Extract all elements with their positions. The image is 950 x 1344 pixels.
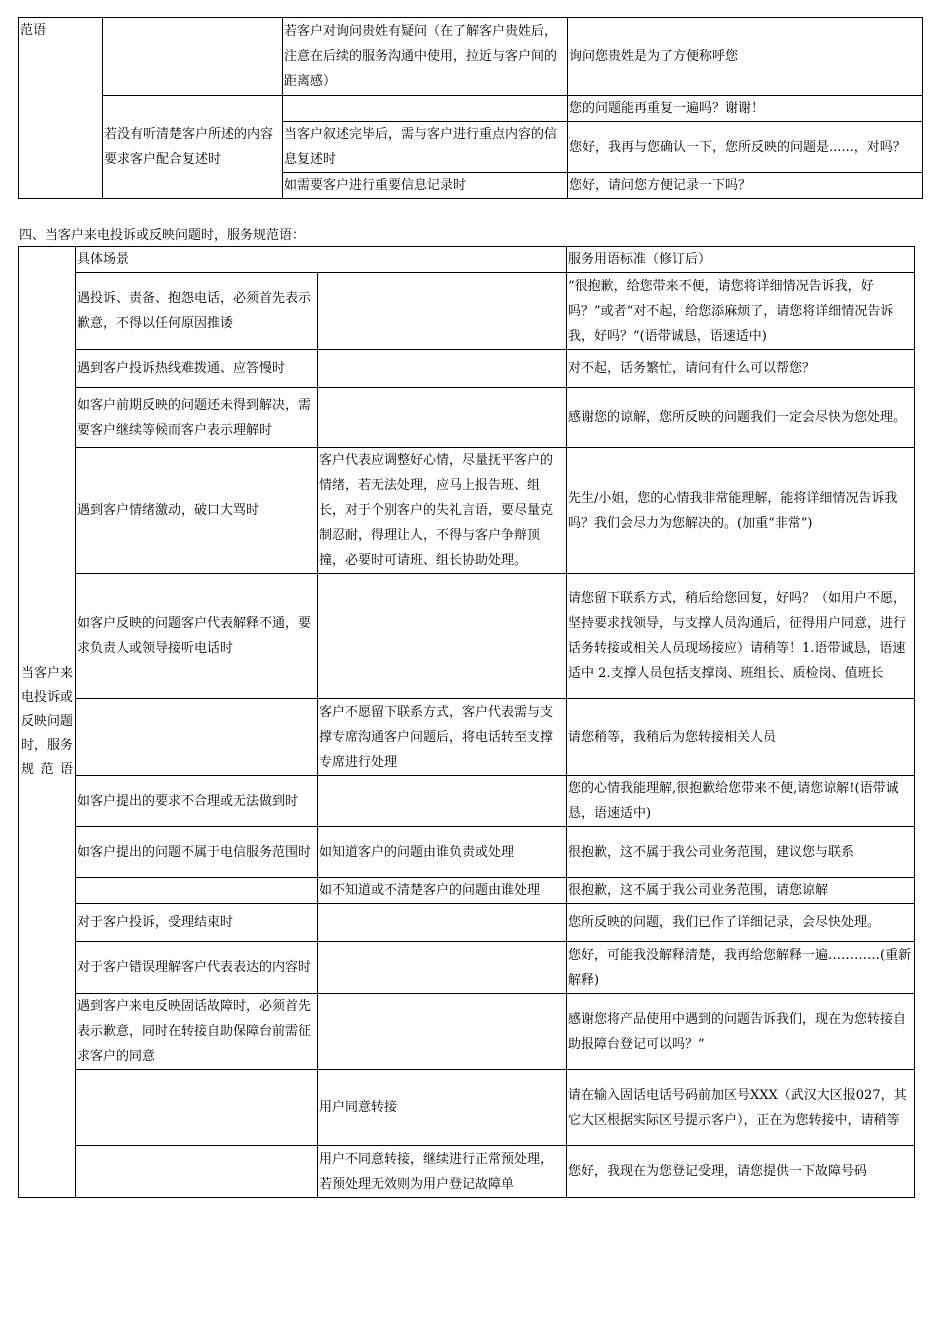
condition-cell <box>318 574 567 699</box>
table-row <box>19 878 915 904</box>
phrase-cell: 对不起，话务繁忙，请问有什么可以帮您？ <box>567 350 915 388</box>
condition-cell <box>318 904 567 942</box>
scenario-cell: 如客户提出的要求不合理或无法做到时 <box>76 776 318 827</box>
scenario-cell: 如客户反映的问题客户代表解释不通，要求负责人或领导接听电话时 <box>76 574 318 699</box>
condition-cell: 若客户对询问贵姓有疑问（在了解客户贵姓后，注意在后续的服务沟通中使用，拉近与客户间的距离感） <box>283 18 568 96</box>
table-row <box>19 942 915 994</box>
phrase-cell: 您的问题能再重复一遍吗？谢谢！ <box>568 96 923 122</box>
phrase-cell: 感谢您的谅解，您所反映的问题我们一定会尽快为您处理。 <box>567 388 915 448</box>
scenario-cell: 遇到客户来电反映固话故障时，必须首先表示歉意，同时在转接自助保障台前需征求客户的同意 <box>76 994 318 1070</box>
section-heading: 四、当客户来电投诉或反映问题时，服务规范语： <box>19 228 306 243</box>
table-row <box>19 1146 915 1198</box>
condition-cell: 如知道客户的问题由谁负责或处理 <box>318 827 567 878</box>
phrase-cell: 您所反映的问题，我们已作了详细记录，会尽快处理。 <box>567 904 915 942</box>
phrase-cell: 请您稍等，我稍后为您转接相关人员 <box>567 699 915 776</box>
condition-cell <box>283 96 568 122</box>
condition-cell: 用户同意转接 <box>318 1070 567 1146</box>
condition-cell <box>318 942 567 994</box>
table-row <box>19 776 915 827</box>
phrase-cell: 您好，我现在为您登记受理，请您提供一下故障号码 <box>567 1146 915 1198</box>
table-row <box>19 96 923 122</box>
table-row <box>19 1070 915 1146</box>
phrase-cell: 请在输入固话电话号码前加区号XXX（武汉大区报027，其它大区根据实际区号提示客户），正在为您转接中，请稍等 <box>567 1070 915 1146</box>
header-standard: 服务用语标准（修订后） <box>567 247 915 273</box>
table-row <box>19 18 923 96</box>
scenario-cell <box>76 1146 318 1198</box>
condition-cell <box>318 776 567 827</box>
condition-cell: 客户不愿留下联系方式，客户代表需与支撑专席沟通客户问题后，将电话转至支撑专席进行处理 <box>318 699 567 776</box>
phrase-cell: 您好，可能我没解释清楚，我再给您解释一遍…………(重新解释) <box>567 942 915 994</box>
scenario-cell <box>103 18 283 96</box>
phrase-cell: 您好，请问您方便记录一下吗？ <box>568 173 923 199</box>
scenario-cell: 遇投诉、责备、抱怨电话，必须首先表示歉意，不得以任何原因推诿 <box>76 273 318 350</box>
table-complaint-phrases <box>18 246 915 1198</box>
table-header-row <box>19 247 915 273</box>
table-contact-phrases <box>18 17 923 199</box>
phrase-cell: 很抱歉，这不属于我公司业务范围，请您谅解 <box>567 878 915 904</box>
condition-cell: 如需要客户进行重要信息记录时 <box>283 173 568 199</box>
condition-cell: 客户代表应调整好心情，尽量抚平客户的情绪，若无法处理，应马上报告班、组长，对于个别客户的失礼言语，要尽量克制忍耐，得理让人，不得与客户争辩顶撞，必要时可请班、组长协助处理。 <box>318 448 567 574</box>
condition-cell <box>318 388 567 448</box>
table-row <box>19 388 915 448</box>
table-row <box>19 827 915 878</box>
phrase-cell: “很抱歉，给您带来不便，请您将详细情况告诉我，好吗？”或者“对不起，给您添麻烦了，请您将详细情况告诉我，好吗？”(语带诚恳，语速适中) <box>567 273 915 350</box>
table-row <box>19 904 915 942</box>
phrase-cell: 先生/小姐，您的心情我非常能理解，能将详细情况告诉我吗？我们会尽力为您解决的。(加重“非常”) <box>567 448 915 574</box>
row-label: 当客户来电投诉或反映问题时，服务规范语 <box>19 247 76 1198</box>
table-row <box>19 448 915 574</box>
phrase-cell: 请您留下联系方式，稍后给您回复，好吗？（如用户不愿，坚持要求找领导，与支撑人员沟通后，征得用户同意，进行话务转接或相关人员现场接应）请稍等！1.语带诚恳，语速适中 2.支撑人员包括支撑岗、班组长、质检岗、值班长 <box>567 574 915 699</box>
scenario-cell <box>76 878 318 904</box>
condition-cell: 用户不同意转接，继续进行正常预处理，若预处理无效则为用户登记故障单 <box>318 1146 567 1198</box>
header-scenario: 具体场景 <box>76 247 567 273</box>
row-label: 范语 <box>19 18 103 199</box>
phrase-cell: 询问您贵姓是为了方便称呼您 <box>568 18 923 96</box>
table-row <box>19 350 915 388</box>
table-row <box>19 994 915 1070</box>
scenario-cell: 如客户提出的问题不属于电信服务范围时 <box>76 827 318 878</box>
scenario-cell <box>76 1070 318 1146</box>
table-row <box>19 273 915 350</box>
scenario-cell: 对于客户投诉，受理结束时 <box>76 904 318 942</box>
phrase-cell: 很抱歉，这不属于我公司业务范围，建议您与联系 <box>567 827 915 878</box>
condition-cell: 当客户叙述完毕后，需与客户进行重点内容的信息复述时 <box>283 122 568 173</box>
scenario-cell: 遇到客户情绪激动，破口大骂时 <box>76 448 318 574</box>
scenario-cell <box>76 699 318 776</box>
condition-cell: 如不知道或不清楚客户的问题由谁处理 <box>318 878 567 904</box>
table-row <box>19 574 915 699</box>
scenario-cell: 遇到客户投诉热线难拨通、应答慢时 <box>76 350 318 388</box>
condition-cell <box>318 273 567 350</box>
condition-cell <box>318 994 567 1070</box>
condition-cell <box>318 350 567 388</box>
phrase-cell: 您好，我再与您确认一下，您所反映的问题是......，对吗？ <box>568 122 923 173</box>
scenario-cell: 对于客户错误理解客户代表表达的内容时 <box>76 942 318 994</box>
scenario-cell: 如客户前期反映的问题还未得到解决，需要客户继续等候而客户表示理解时 <box>76 388 318 448</box>
phrase-cell: 您的心情我能理解,很抱歉给您带来不便,请您谅解!(语带诚恳，语速适中) <box>567 776 915 827</box>
table-row <box>19 699 915 776</box>
phrase-cell: 感谢您将产品使用中遇到的问题告诉我们，现在为您转接自助报障台登记可以吗？” <box>567 994 915 1070</box>
scenario-cell: 若没有听清楚客户所述的内容要求客户配合复述时 <box>103 96 283 199</box>
